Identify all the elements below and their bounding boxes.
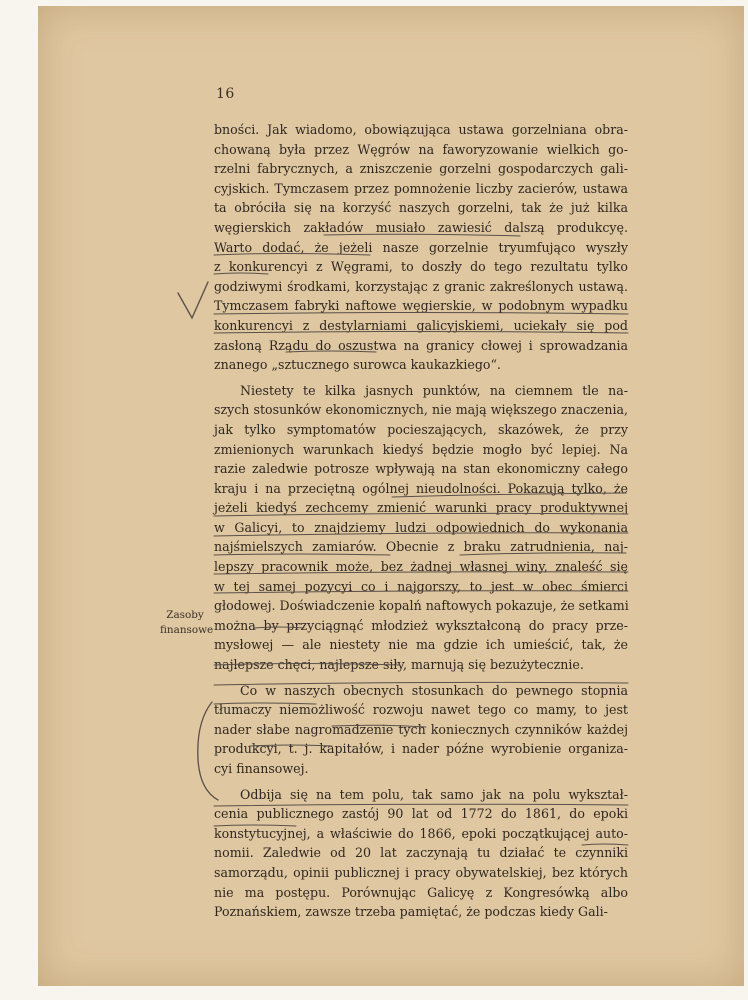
text-line: razie zaledwie potrosze wpływają na stan ekonomiczny całego: [214, 461, 628, 477]
text-line: nie ma postępu. Porównując Galicyę z Kongresówką albo: [214, 884, 628, 900]
text-line: Tymczasem fabryki naftowe węgierskie, w podobnym wypadku: [214, 298, 628, 314]
text-line: szych stosunków ekonomicznych, nie mają większego znaczenia,: [214, 402, 628, 418]
text-line: mysłowej — ale niestety nie ma gdzie ich umieścić, tak, że: [214, 637, 628, 653]
text-line: chowaną była przez Węgrów na faworyzowanie wielkich go-: [214, 141, 628, 157]
text-line: cyi finansowej.: [214, 761, 309, 776]
text-line: najśmielszych zamiarów. Obecnie z braku zatrudnienia, naj-: [214, 539, 628, 555]
text-line: tłumaczy niemożliwość rozwoju nawet tego co mamy, to jest: [214, 702, 628, 718]
text-line: rzelni fabrycznych, a zniszczenie gorzelni gospodarczych gali-: [214, 161, 628, 177]
text-line: Niestety te kilka jasnych punktów, na ciemnem tle na-: [240, 382, 628, 398]
text-line: cenia publicznego zastój 90 lat od 1772 do 1861, do epoki: [214, 806, 628, 822]
margin-note-line-1: Zasoby: [166, 609, 204, 621]
text-line: konstytucyjnej, a właściwie do 1866, epoki początkującej auto-: [214, 825, 628, 841]
text-line: Warto dodać, że jeżeli nasze gorzelnie tryumfująco wyszły: [214, 239, 628, 255]
text-line: w tej samej pozycyi co i najgorszy, to jest w obec śmierci: [214, 578, 628, 594]
paragraph: [214, 120, 628, 375]
text-line: jeżeli kiedyś zechcemy zmienić warunki pracy produktywnej: [214, 500, 628, 516]
margin-note-line-2: finansowe: [160, 624, 214, 636]
paragraph: [214, 381, 628, 675]
text-line: produkcyi, t. j. kapitałów, i nader późne wyrobienie organiza-: [214, 741, 628, 757]
text-line: głodowej. Doświadczenie kopalń naftowych pokazuje, że setkami: [214, 598, 629, 614]
page-number: 16: [216, 86, 235, 102]
text-line: najlepsze chęci, najlepsze siły, marnują się bezużytecznie.: [214, 657, 584, 673]
text-line: cyjskich. Tymczasem przez pomnożenie liczby zacierów, ustawa: [214, 180, 628, 196]
text-line: zasłoną Rządu do oszustwa na granicy cłowej i sprowadzania: [214, 337, 628, 353]
paragraph: [214, 681, 628, 779]
text-line: nomii. Zaledwie od 20 lat zaczynają tu działać te czynniki: [214, 845, 628, 861]
text-line: godziwymi środkami, korzystając z granic zakreślonych ustawą.: [214, 278, 628, 294]
text-line: znanego „sztucznego surowca kaukazkiego“.: [214, 357, 501, 373]
text-line: jak tylko symptomatów pocieszających, skazówek, że przy: [214, 421, 628, 437]
text-line: kraju i na przeciętną ogólnej nieudolności. Pokazują tylko, że: [214, 480, 628, 496]
text-line: Co w naszych obecnych stosunkach do pewnego stopnia: [240, 682, 628, 698]
text-line: zmienionych warunkach kiedyś będzie mogło być lepiej. Na: [214, 441, 628, 457]
text-line: lepszy pracownik może, bez żadnej własnej winy, znaleść się: [214, 559, 628, 575]
text-line: z konkurencyi z Węgrami, to doszły do tego rezultatu tylko: [214, 259, 628, 275]
text-line: bności. Jak wiadomo, obowiązująca ustawa gorzelniana obra-: [214, 122, 628, 137]
text-line: nader słabe nagromadzenie tych koniecznych czynników każdej: [214, 721, 628, 737]
paragraph: [214, 785, 628, 922]
text-line: samorządu, opinii publicznej i pracy obywatelskiej, bez których: [214, 864, 628, 880]
text-line: Poznańskiem, zawsze trzeba pamiętać, że podczas kiedy Gali-: [214, 904, 608, 920]
text-line: węgierskich zakładów musiało zawiesić dalszą produkcyę.: [214, 219, 628, 235]
body-text: [214, 120, 628, 922]
margin-note: [160, 608, 214, 638]
text-line: konkurencyi z destylarniami galicyjskiemi, uciekały się pod: [214, 317, 628, 333]
text-line: Odbija się na tem polu, tak samo jak na polu wykształ-: [240, 786, 628, 802]
text-line: ta obróciła się na korzyść naszych gorzelni, tak że już kilka: [214, 200, 628, 216]
text-line: w Galicyi, to znajdziemy ludzi odpowiednich do wykonania: [214, 519, 628, 535]
text-line: można by przyciągnąć młodzież wykształconą do pracy prze-: [214, 617, 628, 633]
